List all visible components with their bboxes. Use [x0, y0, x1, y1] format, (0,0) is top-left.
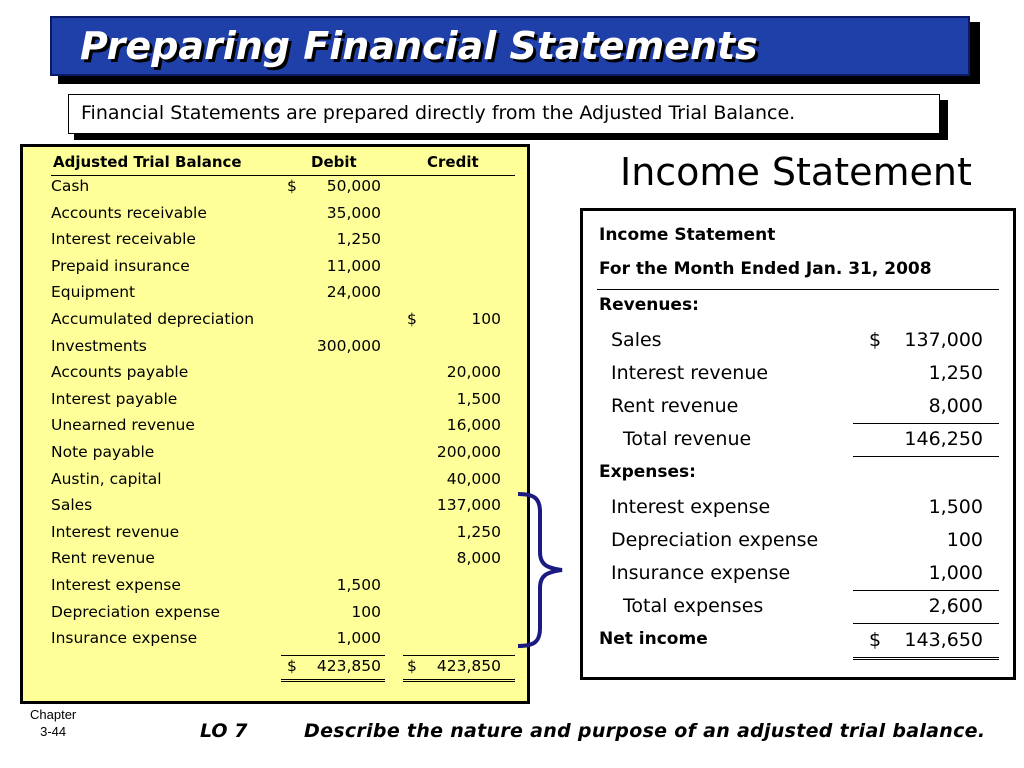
tb-row — [23, 363, 527, 389]
tb-account: Cash — [51, 177, 90, 195]
chapter-line-2: 3-44 — [40, 724, 67, 739]
income-statement-heading: Income Statement — [620, 150, 972, 194]
chapter-label — [30, 706, 76, 740]
tb-account: Interest expense — [51, 576, 181, 594]
is-revenue-row — [583, 329, 1013, 362]
is-revenue-row — [583, 362, 1013, 395]
chapter-line-1: Chapter — [30, 707, 77, 722]
tb-credit: 100 — [471, 310, 501, 328]
is-revenue-amount: 1,250 — [928, 362, 983, 384]
tb-account: Interest revenue — [51, 522, 180, 541]
tb-debit-total-rule — [281, 655, 385, 656]
is-net-income-double-rule — [853, 657, 999, 660]
tb-header-account: Adjusted Trial Balance — [53, 153, 242, 171]
tb-debit: 1,250 — [336, 230, 381, 249]
tb-account: Rent revenue — [51, 549, 155, 568]
tb-row — [23, 496, 527, 522]
tb-row — [23, 390, 527, 416]
tb-debit-double-rule — [281, 679, 385, 682]
tb-credit-total-rule — [403, 655, 515, 656]
is-total-expenses-label: Total expenses — [623, 595, 764, 617]
tb-credit: 1,250 — [456, 522, 501, 541]
tb-credit: 40,000 — [446, 469, 501, 488]
tb-row — [23, 416, 527, 442]
learning-objective-number: LO 7 — [200, 720, 248, 742]
tb-row — [23, 549, 527, 575]
tb-total-credit-sign: $ — [407, 657, 417, 675]
is-header-rule — [597, 289, 999, 290]
tb-total-debit: 423,850 — [316, 657, 381, 675]
tb-account: Unearned revenue — [51, 416, 195, 435]
is-revenue-sign: $ — [869, 329, 882, 351]
tb-row — [23, 603, 527, 629]
subtitle-text: Financial Statements are prepared directly from the Adjusted Trial Balance. — [81, 102, 796, 124]
is-revenue-subtotal-rule — [853, 423, 999, 424]
tb-row — [23, 337, 527, 363]
tb-row — [23, 310, 527, 336]
tb-debit: 11,000 — [326, 256, 381, 275]
tb-account: Interest receivable — [51, 230, 196, 249]
is-net-income-amount: 143,650 — [904, 629, 983, 651]
tb-credit: 20,000 — [446, 363, 501, 382]
is-total-expenses-amount: 2,600 — [928, 595, 983, 617]
tb-debit: 1,000 — [336, 629, 381, 648]
tb-account: Depreciation expense — [51, 602, 221, 621]
slide-title: Preparing Financial Statements — [80, 24, 758, 68]
is-expense-amount: 1,500 — [928, 496, 983, 518]
is-total-revenue-label: Total revenue — [623, 428, 752, 450]
is-expense-row — [583, 496, 1013, 529]
tb-credit: 1,500 — [456, 389, 501, 408]
tb-account: Insurance expense — [51, 629, 198, 648]
is-expenses-label: Expenses: — [599, 462, 696, 482]
is-revenues-label-row — [583, 295, 1013, 328]
tb-row — [23, 204, 527, 230]
tb-debit: 35,000 — [326, 203, 381, 222]
tb-account: Prepaid insurance — [51, 256, 190, 275]
tb-row — [23, 230, 527, 256]
is-revenue-label: Sales — [611, 329, 662, 351]
is-expense-label: Insurance expense — [611, 562, 791, 584]
is-expense-amount: 1,000 — [928, 562, 983, 584]
is-revenue-amount: 137,000 — [904, 329, 983, 351]
tb-row — [23, 257, 527, 283]
tb-account: Austin, capital — [51, 469, 162, 488]
is-title-row — [583, 225, 1013, 258]
tb-account: Equipment — [51, 283, 136, 302]
tb-row — [23, 629, 527, 655]
tb-row — [23, 177, 527, 203]
is-expense-subtotal-rule — [853, 590, 999, 591]
income-statement — [580, 208, 1016, 680]
tb-credit-sign: $ — [407, 310, 417, 328]
is-expense-row — [583, 529, 1013, 562]
is-period: For the Month Ended Jan. 31, 2008 — [599, 259, 932, 279]
learning-objective-description: Describe the nature and purpose of an adjusted trial balance. — [304, 720, 986, 742]
is-period-row — [583, 259, 1013, 292]
title-bar — [50, 16, 970, 76]
tb-total-debit-sign: $ — [287, 657, 297, 675]
is-expenses-label-row — [583, 462, 1013, 495]
tb-row — [23, 283, 527, 309]
tb-credit-double-rule — [403, 679, 515, 682]
tb-header-rule — [51, 175, 515, 176]
tb-credit: 200,000 — [436, 443, 501, 461]
is-net-income-label: Net income — [599, 629, 708, 649]
is-revenue-total-rule — [853, 456, 999, 457]
is-revenue-label: Interest revenue — [611, 362, 769, 384]
tb-account: Interest payable — [51, 389, 178, 408]
tb-row — [23, 443, 527, 469]
is-expense-total-rule — [853, 623, 999, 624]
tb-row — [23, 523, 527, 549]
tb-account: Accounts receivable — [51, 203, 207, 222]
tb-credit: 16,000 — [446, 416, 501, 435]
tb-debit: 1,500 — [336, 576, 381, 594]
tb-row — [23, 470, 527, 496]
is-expense-amount: 100 — [946, 529, 983, 551]
tb-credit: 8,000 — [456, 549, 501, 568]
tb-account: Investments — [51, 336, 147, 355]
tb-total-credit: 423,850 — [436, 657, 501, 675]
tb-account: Accumulated depreciation — [51, 310, 255, 328]
is-expense-label: Interest expense — [611, 496, 771, 518]
adjusted-trial-balance — [20, 144, 530, 704]
is-total-revenue-amount: 146,250 — [904, 428, 983, 450]
tb-header-debit: Debit — [311, 153, 357, 171]
subtitle-box — [68, 94, 940, 134]
is-revenue-label: Rent revenue — [611, 395, 739, 417]
tb-account: Accounts payable — [51, 363, 189, 382]
right-curly-brace-icon — [516, 490, 566, 650]
tb-debit: 50,000 — [326, 177, 381, 195]
is-expense-label: Depreciation expense — [611, 529, 819, 551]
tb-debit: 24,000 — [326, 283, 381, 302]
tb-header-credit: Credit — [427, 153, 479, 171]
tb-account: Note payable — [51, 443, 155, 461]
tb-account: Sales — [51, 496, 93, 515]
tb-credit: 137,000 — [436, 496, 501, 515]
is-net-income-sign: $ — [869, 629, 882, 651]
is-revenues-label: Revenues: — [599, 295, 699, 315]
tb-debit: 100 — [351, 602, 381, 621]
tb-debit-sign: $ — [287, 177, 297, 195]
tb-debit: 300,000 — [316, 336, 381, 355]
is-title: Income Statement — [599, 225, 776, 245]
tb-row — [23, 576, 527, 602]
is-revenue-amount: 8,000 — [928, 395, 983, 417]
